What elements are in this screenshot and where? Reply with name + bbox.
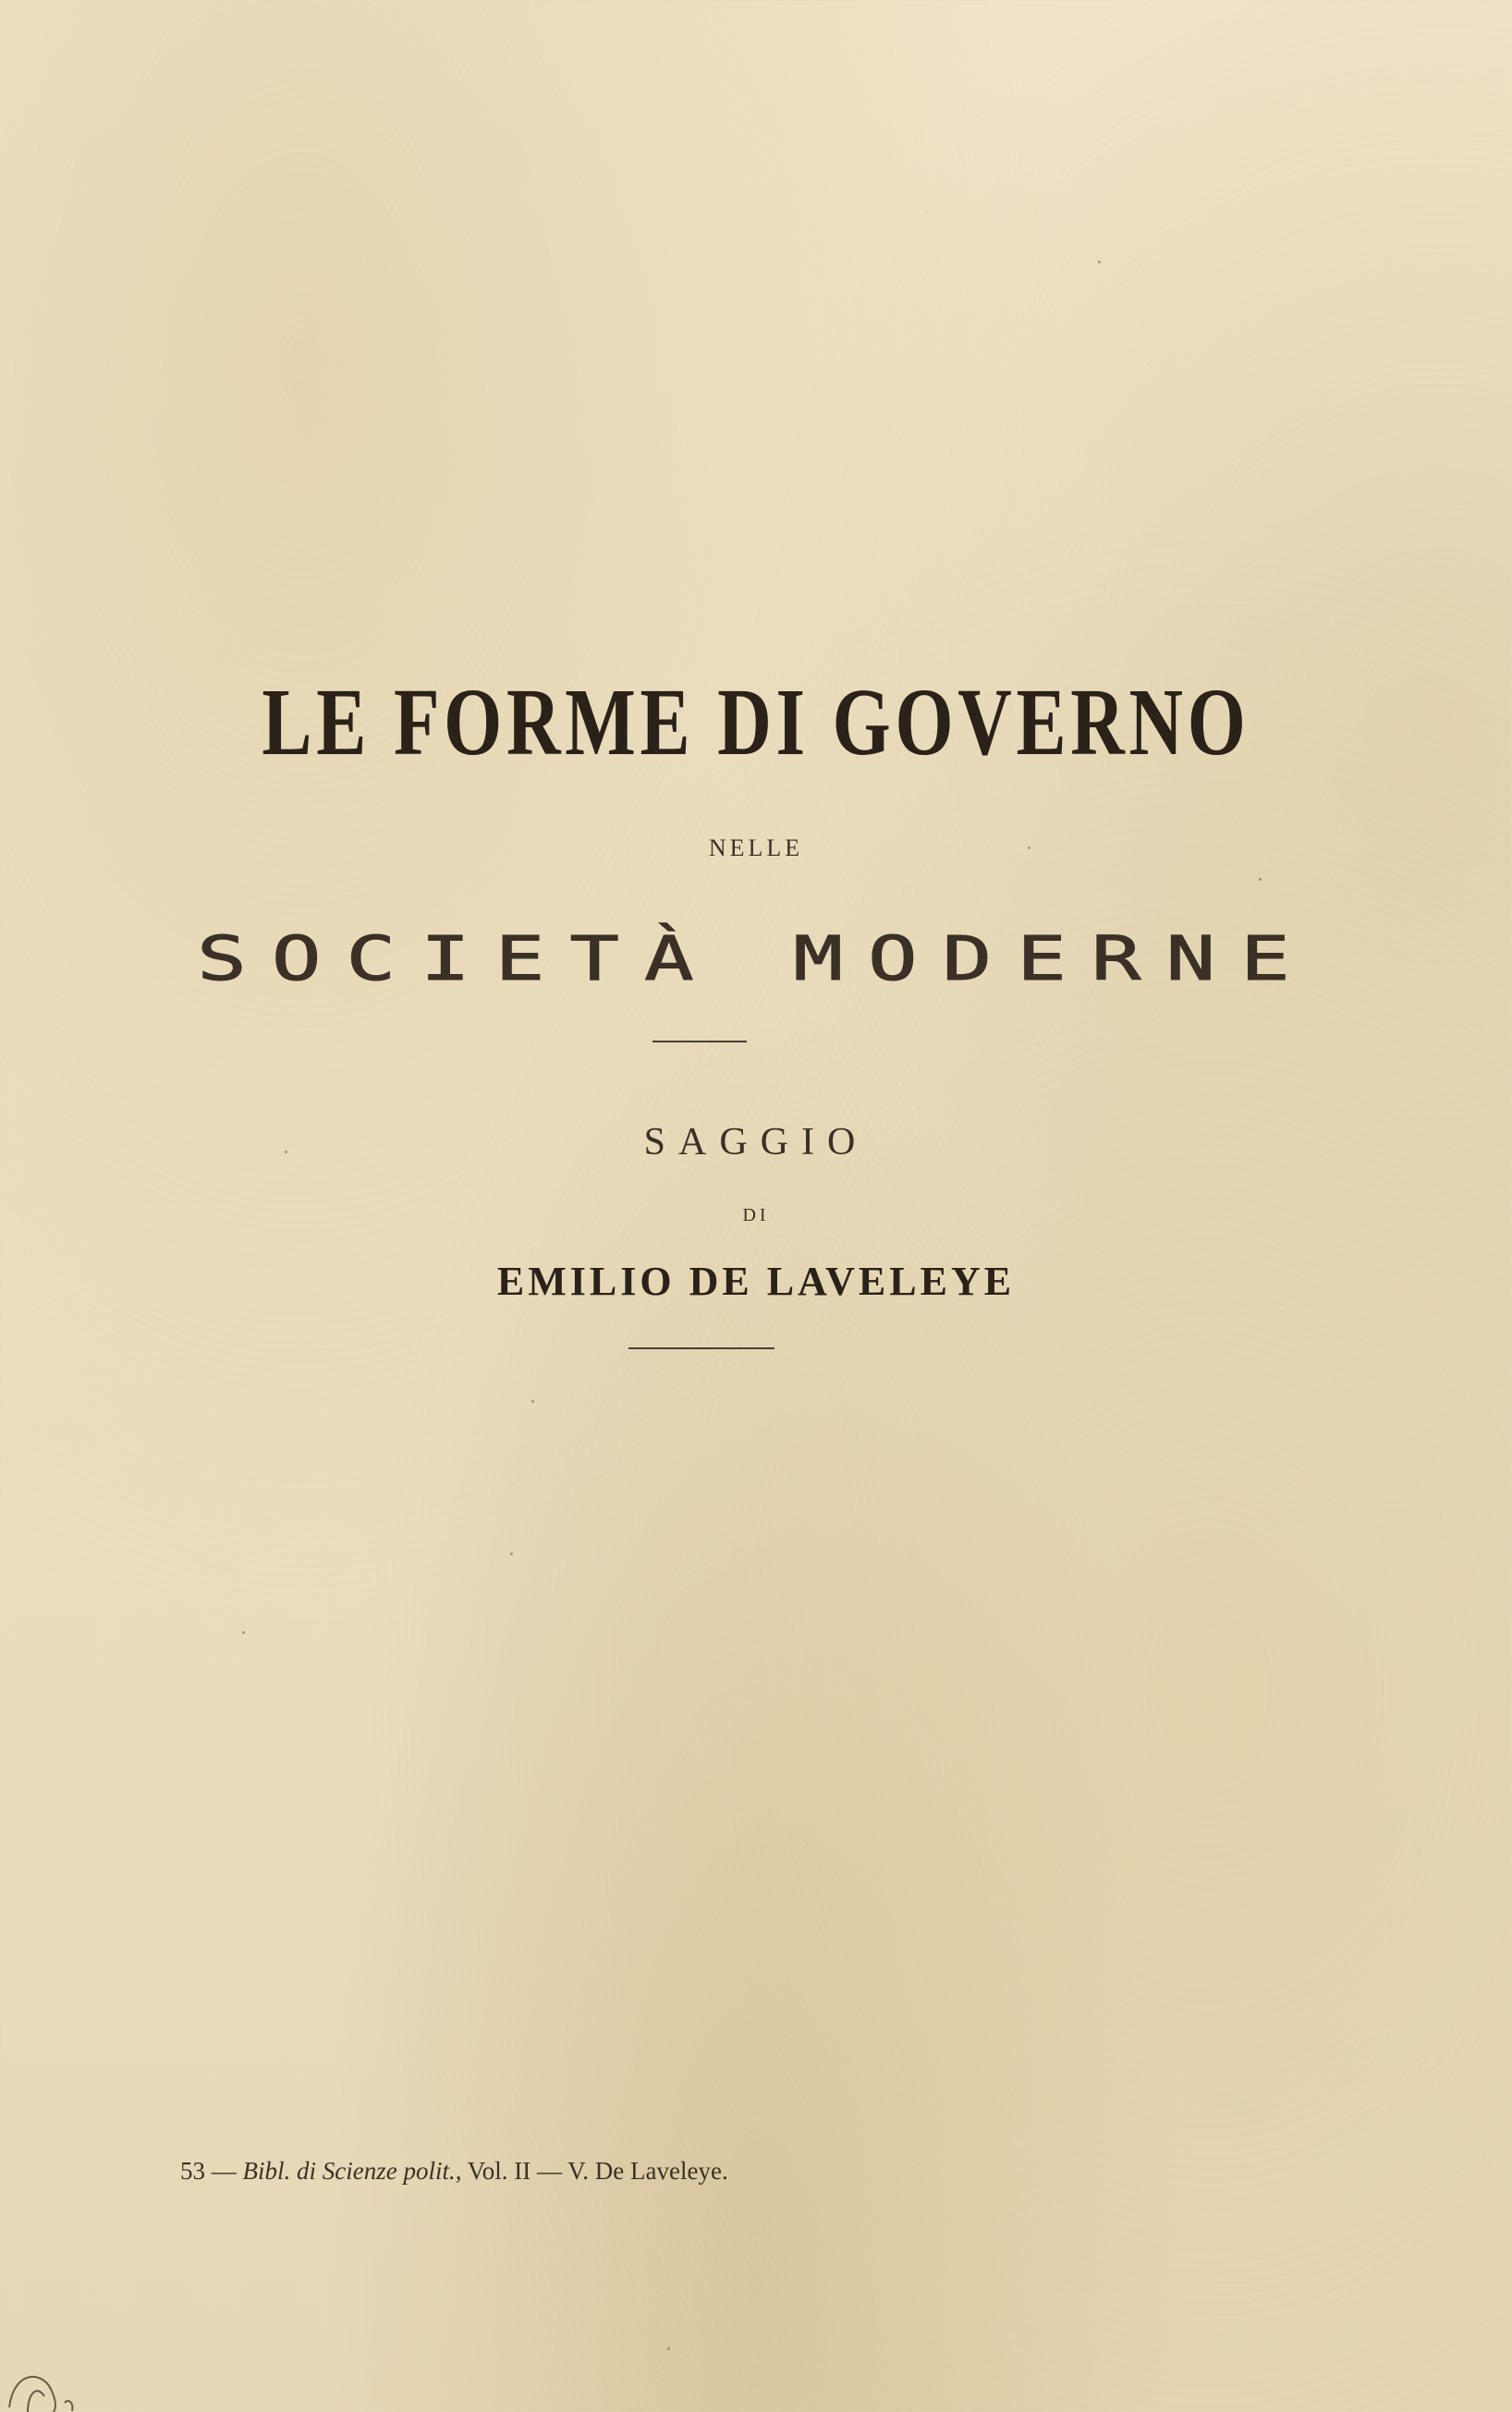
signature-number: 53 — [180, 2157, 205, 2185]
paper-speck — [1098, 261, 1101, 263]
divider-rule — [652, 1041, 747, 1042]
connector-nelle: NELLE — [708, 834, 804, 861]
paper-speck — [1028, 847, 1030, 849]
signature-footer — [180, 2159, 728, 2184]
footer-dash-2: — — [537, 2157, 562, 2185]
divider-rule-lower — [628, 1347, 774, 1349]
paper-speck — [285, 1151, 287, 1153]
paper-speck — [510, 1553, 513, 1555]
volume-label: Vol. II — [467, 2157, 531, 2185]
author-name: EMILIO DE LAVELEYE — [496, 1259, 1016, 1304]
main-title: LE FORME DI GOVERNO — [262, 669, 1250, 775]
series-title: Bibl. di Scienze polit., — [242, 2157, 462, 2185]
library-stamp-mark — [0, 2352, 83, 2412]
genre-label: SAGGIO — [643, 1121, 869, 1163]
author-short: V. De Laveleye. — [567, 2157, 728, 2185]
by-label: DI — [742, 1205, 770, 1225]
paper-speck — [242, 1631, 245, 1634]
paper-speck — [1259, 878, 1262, 881]
subtitle: SOCIETÀ MODERNE — [197, 923, 1315, 994]
paper-speck — [531, 1400, 534, 1403]
paper-speck — [667, 2347, 670, 2350]
footer-dash: — — [211, 2157, 237, 2185]
